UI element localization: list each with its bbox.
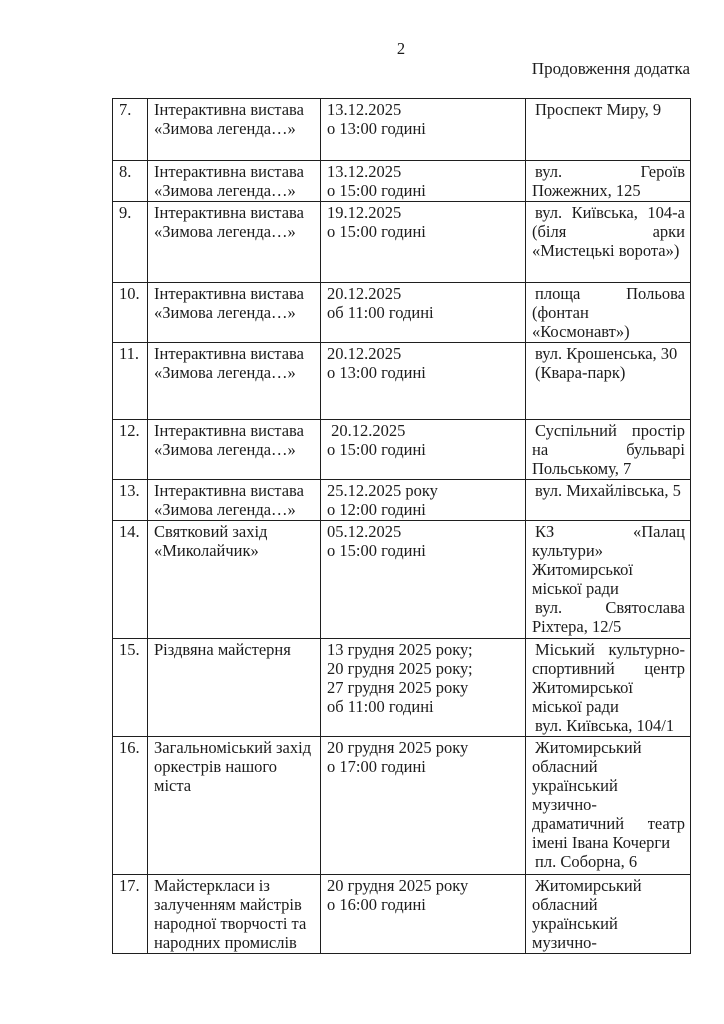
datetime-line: 20.12.2025 [327, 284, 402, 303]
datetime-line: о 17:00 годині [327, 757, 426, 776]
location-paragraph: вул. Київська, 104/1 [535, 716, 675, 735]
table-row [113, 161, 691, 202]
table-row [113, 202, 691, 283]
event-name: Різдвяна майстерня [154, 640, 291, 659]
event-name-cell [148, 521, 321, 639]
datetime-cell [321, 202, 526, 283]
location-cell [526, 343, 691, 420]
datetime-cell [321, 420, 526, 480]
location-paragraph: площа Польова (фонтан «Космонавт») [532, 284, 685, 341]
continuation-note: Продовження додатка [531, 59, 690, 78]
event-name: Інтерактивна вистава «Зимова легенда…» [154, 162, 304, 200]
table-row [113, 639, 691, 737]
event-name-cell [148, 161, 321, 202]
event-name-cell [148, 639, 321, 737]
row-number-cell [113, 875, 148, 954]
location-paragraph: вул. Михайлівська, 5 [535, 481, 681, 500]
row-number-cell [113, 343, 148, 420]
row-number: 13. [119, 481, 140, 500]
event-name: Загальноміський захід оркестрів нашого міста [154, 738, 312, 795]
location-paragraph: Житомирський обласний український музично- [532, 876, 642, 952]
row-number: 11. [119, 344, 140, 363]
datetime-cell [321, 343, 526, 420]
location-paragraph: (Квара-парк) [535, 363, 626, 382]
row-number-cell [113, 420, 148, 480]
datetime-line: 27 грудня 2025 року [327, 678, 469, 697]
row-number-cell [113, 480, 148, 521]
datetime-cell [321, 737, 526, 875]
event-name-cell [148, 875, 321, 954]
table-row [113, 521, 691, 639]
event-name: Інтерактивна вистава «Зимова легенда…» [154, 421, 304, 459]
location-cell [526, 420, 691, 480]
table-row [113, 343, 691, 420]
page-number: 2 [396, 39, 406, 58]
location-paragraph: вул. Крошенська, 30 [535, 344, 678, 363]
row-number-cell [113, 161, 148, 202]
location-paragraph: Проспект Миру, 9 [535, 100, 662, 119]
datetime-line: о 15:00 годині [327, 222, 426, 241]
location-paragraph: вул. Київська, 104-а (біля арки «Мистецькі ворота») [532, 203, 685, 260]
event-name-cell [148, 737, 321, 875]
location-cell [526, 639, 691, 737]
location-cell [526, 202, 691, 283]
row-number-cell [113, 283, 148, 343]
datetime-line: 20.12.2025 [327, 344, 402, 363]
row-number: 15. [119, 640, 140, 659]
row-number: 9. [119, 203, 132, 222]
datetime-cell [321, 99, 526, 161]
row-number: 12. [119, 421, 140, 440]
datetime-line: 13.12.2025 [327, 162, 402, 181]
location-paragraph: пл. Соборна, 6 [535, 852, 638, 871]
location-cell [526, 99, 691, 161]
location-paragraph: Житомирський обласний український музично-драматичний театр імені Івана Кочерги [532, 738, 685, 852]
datetime-line: 19.12.2025 [327, 203, 402, 222]
event-name-cell [148, 343, 321, 420]
datetime-cell [321, 875, 526, 954]
location-cell [526, 161, 691, 202]
datetime-cell [321, 480, 526, 521]
datetime-line: 05.12.2025 [327, 522, 402, 541]
datetime-cell [321, 283, 526, 343]
events-table-body [113, 99, 691, 954]
row-number-cell [113, 639, 148, 737]
table-row [113, 875, 691, 954]
location-cell [526, 521, 691, 639]
datetime-line: о 13:00 годині [327, 119, 426, 138]
datetime-line: об 11:00 годині [327, 697, 434, 716]
event-name-cell [148, 283, 321, 343]
row-number-cell [113, 99, 148, 161]
datetime-cell [321, 521, 526, 639]
event-name: Інтерактивна вистава «Зимова легенда…» [154, 203, 304, 241]
datetime-line: о 15:00 годині [327, 181, 426, 200]
datetime-line: 25.12.2025 року [327, 481, 438, 500]
event-name-cell [148, 420, 321, 480]
location-cell [526, 283, 691, 343]
event-name: Інтерактивна вистава «Зимова легенда…» [154, 344, 304, 382]
location-paragraph: Суспільний простір на бульварі Польському, 7 [532, 421, 685, 478]
table-row [113, 420, 691, 480]
row-number: 14. [119, 522, 140, 541]
table-row [113, 99, 691, 161]
row-number-cell [113, 521, 148, 639]
location-paragraph: Міський культурно-спортивний центр Житомирської міської ради [532, 640, 685, 716]
location-paragraph: вул. Святослава Ріхтера, 12/5 [532, 598, 685, 636]
location-paragraph: вул. Героїв Пожежних, 125 [532, 162, 685, 200]
datetime-line: о 15:00 годині [327, 440, 426, 459]
event-name: Святковий захід «Миколайчик» [154, 522, 268, 560]
row-number: 17. [119, 876, 140, 895]
location-cell [526, 480, 691, 521]
location-paragraph: КЗ «Палац культури» Житомирської міської ради [532, 522, 685, 598]
datetime-line: о 15:00 годині [327, 541, 426, 560]
location-cell [526, 737, 691, 875]
datetime-line: 13 грудня 2025 року; [327, 640, 473, 659]
event-name: Інтерактивна вистава «Зимова легенда…» [154, 100, 304, 138]
table-row [113, 480, 691, 521]
event-name-cell [148, 99, 321, 161]
row-number: 7. [119, 100, 132, 119]
event-name-cell [148, 480, 321, 521]
row-number-cell [113, 737, 148, 875]
row-number: 16. [119, 738, 140, 757]
event-name: Інтерактивна вистава «Зимова легенда…» [154, 284, 304, 322]
table-row [113, 283, 691, 343]
datetime-cell [321, 639, 526, 737]
datetime-line: о 12:00 годині [327, 500, 426, 519]
event-name: Майстеркласи із залученням майстрів народної творчості та народних промислів [154, 876, 307, 952]
row-number: 10. [119, 284, 140, 303]
row-number: 8. [119, 162, 132, 181]
table-row [113, 737, 691, 875]
datetime-line: 20.12.2025 [327, 421, 406, 440]
datetime-line: о 13:00 годині [327, 363, 426, 382]
event-name: Інтерактивна вистава «Зимова легенда…» [154, 481, 304, 519]
datetime-line: 20 грудня 2025 року [327, 876, 469, 895]
datetime-line: 20 грудня 2025 року [327, 738, 469, 757]
event-name-cell [148, 202, 321, 283]
datetime-cell [321, 161, 526, 202]
datetime-line: о 16:00 годині [327, 895, 426, 914]
events-table [112, 98, 691, 954]
datetime-line: 13.12.2025 [327, 100, 402, 119]
datetime-line: 20 грудня 2025 року; [327, 659, 473, 678]
datetime-line: об 11:00 годині [327, 303, 434, 322]
row-number-cell [113, 202, 148, 283]
location-cell [526, 875, 691, 954]
